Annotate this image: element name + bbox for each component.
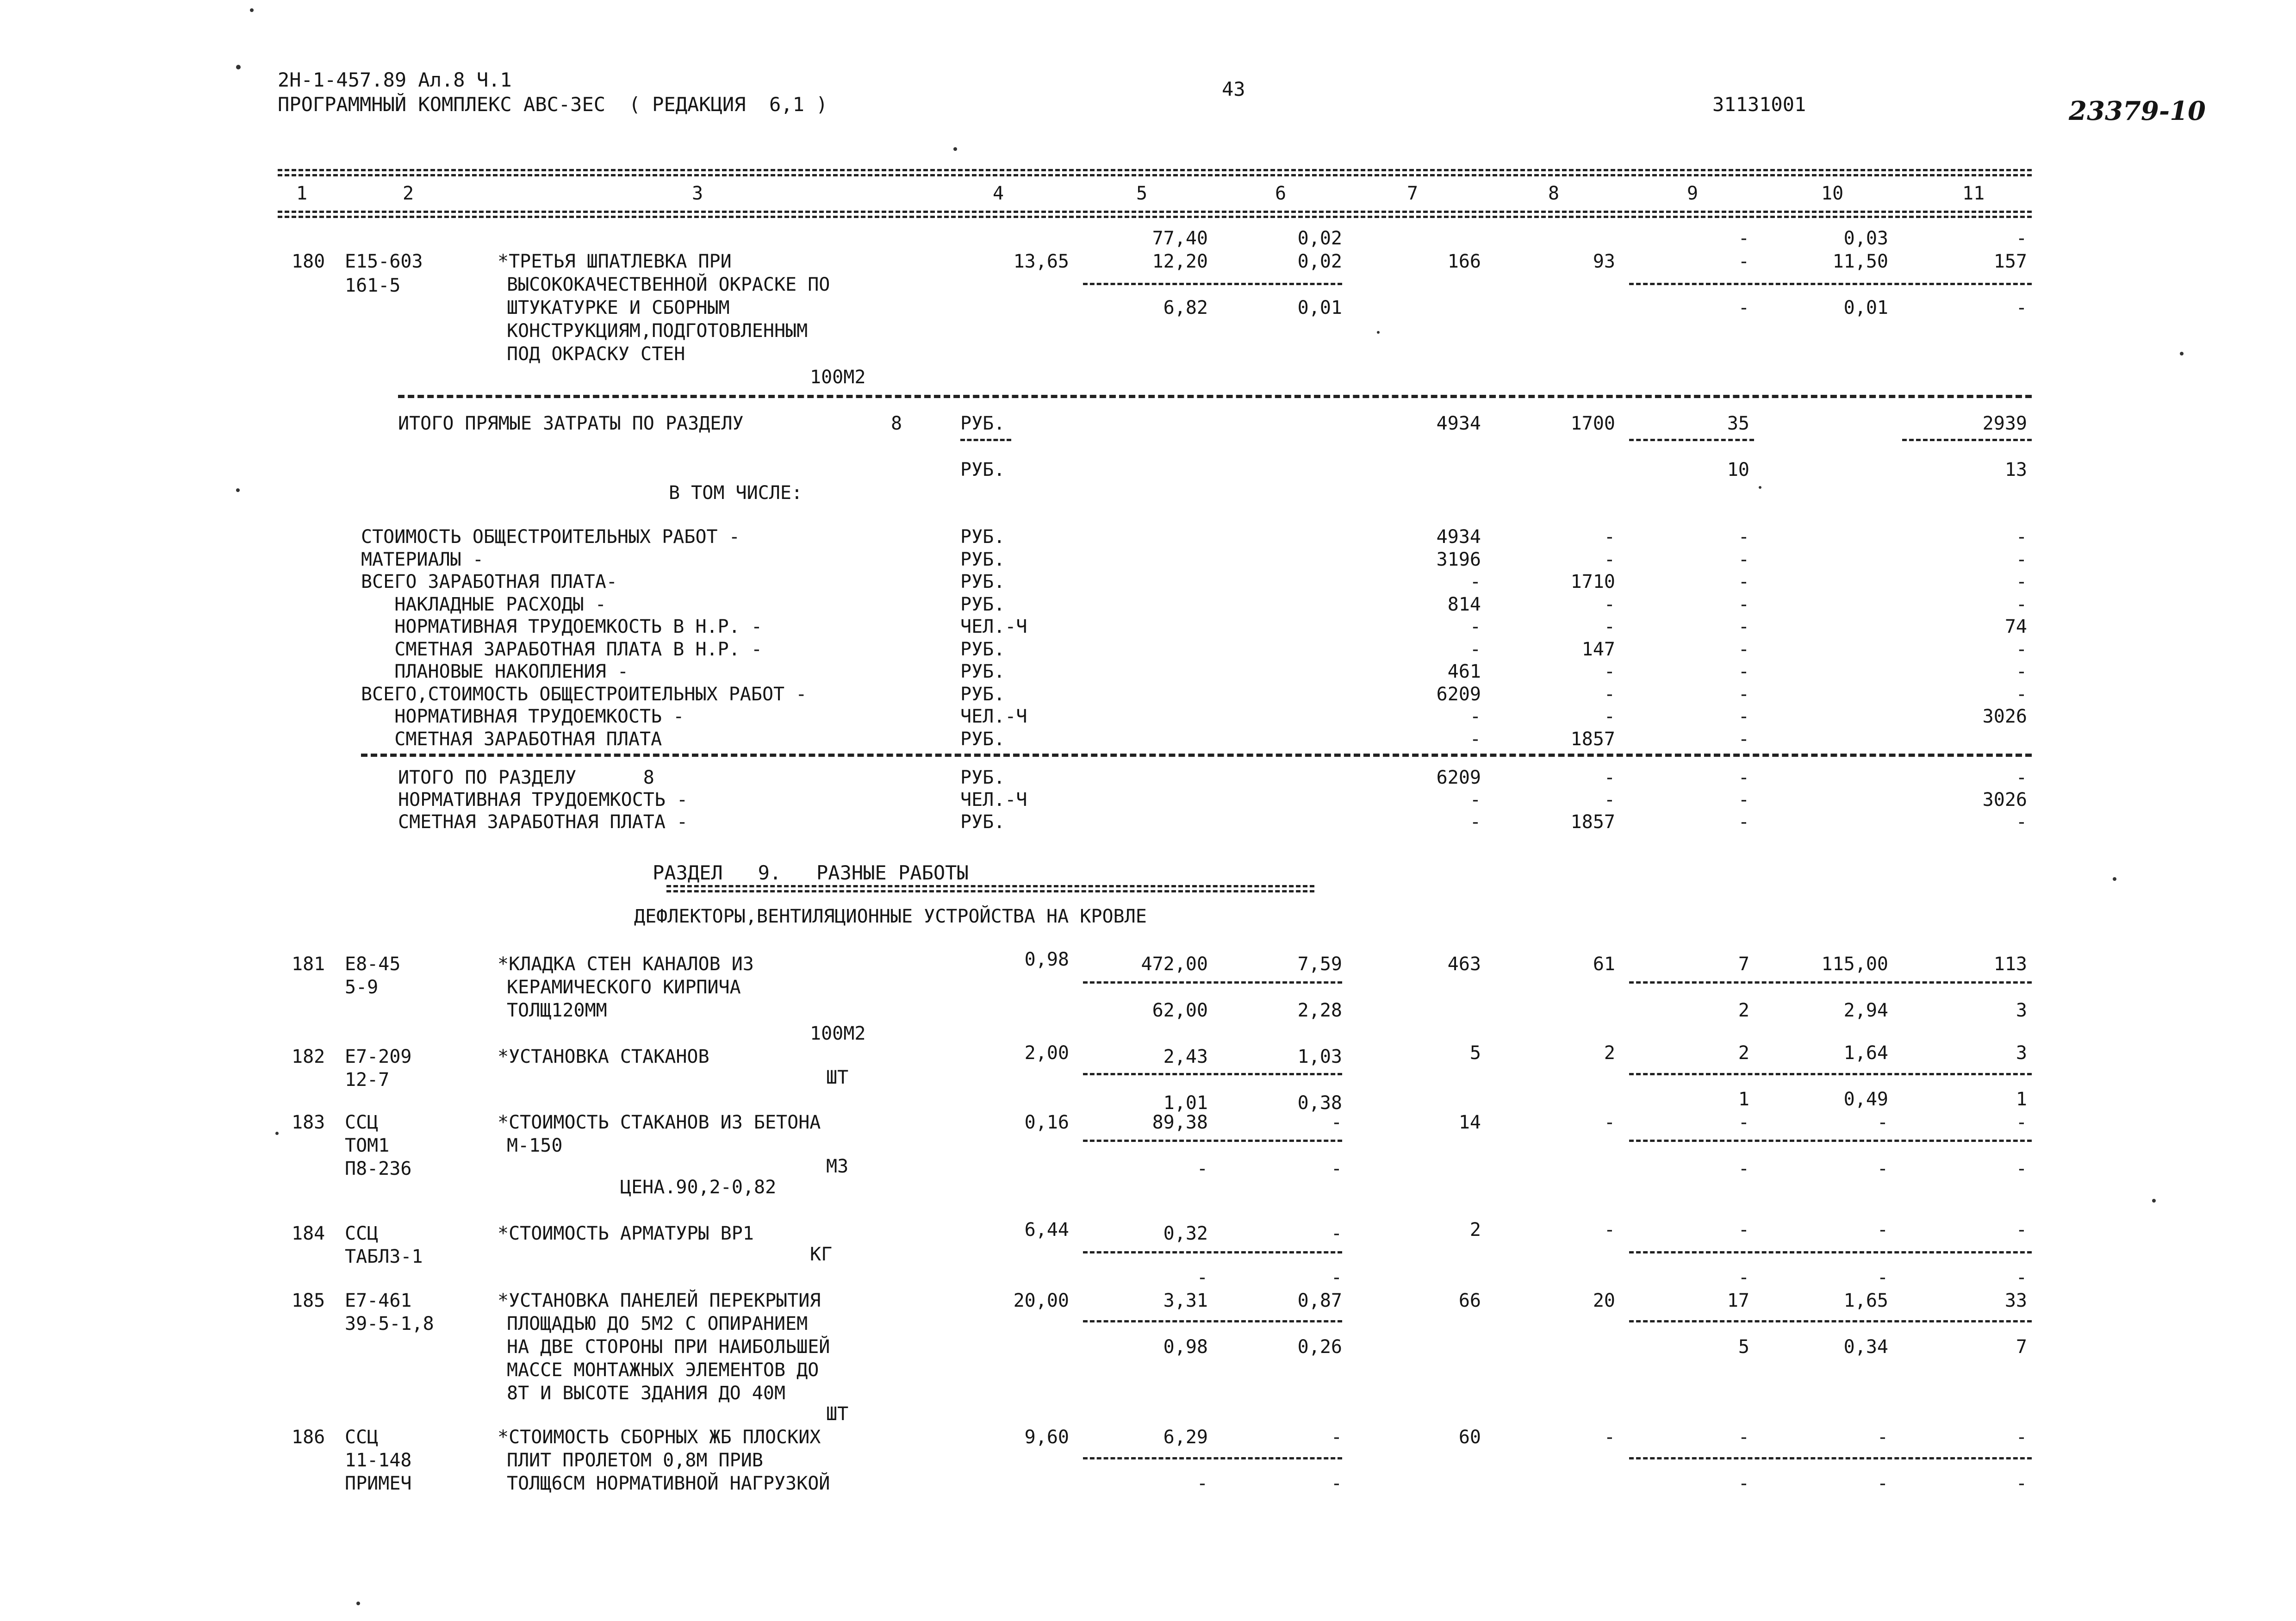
unit-cost: 89,38	[1152, 1112, 1208, 1133]
unit: ЧЕЛ.-Ч	[960, 789, 1027, 810]
total-cost: -	[1469, 789, 1481, 810]
scan-speck	[236, 65, 241, 69]
labor-hours: -	[1877, 1473, 1888, 1494]
total-wage: 2	[1604, 1042, 1615, 1064]
rate-code-sub: ТАБЛ3-1	[345, 1246, 423, 1267]
unit-labor: 2,28	[1297, 1000, 1342, 1021]
column-number: 6	[1275, 183, 1287, 204]
work-description: *СТОИМОСТЬ СТАКАНОВ ИЗ БЕТОНА	[498, 1112, 821, 1133]
machine-cost: -	[1738, 683, 1749, 705]
unit-cost: -	[1196, 1473, 1208, 1494]
rate-code-sub: 5-9	[345, 977, 379, 998]
section-number: 8	[891, 413, 902, 434]
total-wage: 147	[1581, 638, 1615, 660]
unit: РУБ.	[960, 526, 1005, 548]
quantity: 20,00	[1013, 1290, 1069, 1311]
summary-label: НОРМАТИВНАЯ ТРУДОЕМКОСТЬ -	[361, 706, 684, 727]
labor-total: -	[2016, 767, 2027, 788]
program-title: ПРОГРАММНЫЙ КОМПЛЕКС АВС-3ЕС ( РЕДАКЦИЯ 6,1 )	[278, 93, 828, 116]
work-description: *УСТАНОВКА ПАНЕЛЕЙ ПЕРЕКРЫТИЯ	[498, 1290, 821, 1311]
header-rule-bottom	[278, 211, 2032, 218]
work-description: ШТУКАТУРКЕ И СБОРНЫМ	[507, 297, 730, 318]
rate-code: Е8-45	[345, 954, 401, 975]
total-wage: -	[1604, 526, 1615, 548]
subtotal-rule	[1083, 1457, 1342, 1459]
total-cost: 14	[1458, 1112, 1481, 1133]
total-wage: -	[1604, 593, 1615, 615]
summary-label: ИТОГО ПО РАЗДЕЛУ 8	[398, 767, 654, 788]
column-number: 5	[1136, 183, 1148, 204]
row-number: 184	[292, 1223, 325, 1244]
unit-cost: -	[1196, 1267, 1208, 1288]
work-description: *ТРЕТЬЯ ШПАТЛЕВКА ПРИ	[498, 251, 732, 272]
subtotal-rule	[1083, 1320, 1342, 1322]
unit-labor: -	[1331, 1473, 1342, 1494]
work-description: МАССЕ МОНТАЖНЫХ ЭЛЕМЕНТОВ ДО	[507, 1359, 819, 1381]
work-description: *КЛАДКА СТЕН КАНАЛОВ ИЗ	[498, 954, 754, 975]
unit: 100М2	[810, 367, 866, 388]
labor-total: 3	[2016, 1000, 2027, 1021]
unit-labor: 0,26	[1297, 1336, 1342, 1358]
total-wage: -	[1604, 1219, 1615, 1241]
document-code: 2Н-1-457.89 Ал.8 Ч.1	[278, 69, 512, 91]
work-description: М-150	[507, 1135, 563, 1156]
unit: ЧЕЛ.-Ч	[960, 616, 1027, 637]
labor-total: 3026	[1982, 706, 2027, 727]
subtotal-rule	[1083, 981, 1342, 984]
machine-cost: -	[1738, 638, 1749, 660]
scan-speck	[2113, 877, 2116, 881]
machine-cost: -	[1738, 767, 1749, 788]
labor-hours: -	[1877, 1219, 1888, 1241]
total-wage: -	[1604, 683, 1615, 705]
machine-cost: -	[1738, 728, 1749, 750]
unit-labor: -	[1331, 1158, 1342, 1179]
total-wage: -	[1604, 706, 1615, 727]
total-wage: -	[1604, 1427, 1615, 1448]
unit: РУБ.	[960, 811, 1005, 833]
rate-code-sub: 39-5-1,8	[345, 1313, 434, 1334]
rate-code-sub: 11-148	[345, 1450, 412, 1471]
total-cost: 463	[1447, 954, 1481, 975]
rate-code: ССЦ	[345, 1427, 379, 1448]
summary-label: НАКЛАДНЫЕ РАСХОДЫ -	[361, 593, 606, 615]
unit-labor: 0,38	[1297, 1092, 1342, 1114]
subtotal-rule	[1629, 1140, 2032, 1142]
summary-label: ПЛАНОВЫЕ НАКОПЛЕНИЯ -	[361, 661, 628, 682]
unit-cost: 6,82	[1163, 297, 1208, 318]
labor-total: -	[2016, 593, 2027, 615]
labor-total: -	[2016, 1267, 2027, 1288]
unit-cost: 0,32	[1163, 1223, 1208, 1244]
machine-wage: 10	[1727, 459, 1749, 480]
machine-cost: -	[1738, 593, 1749, 615]
work-description: ПЛИТ ПРОЛЕТОМ 0,8М ПРИВ	[507, 1450, 763, 1471]
unit-cost: 6,29	[1163, 1427, 1208, 1448]
row-number: 181	[292, 954, 325, 975]
scan-speck	[250, 8, 254, 12]
column-number: 2	[403, 183, 414, 204]
work-description: *СТОИМОСТЬ АРМАТУРЫ ВР1	[498, 1223, 754, 1244]
including-label: В ТОМ ЧИСЛЕ:	[669, 482, 803, 504]
unit: КГ	[810, 1244, 833, 1265]
work-description: КОНСТРУКЦИЯМ,ПОДГОТОВЛЕННЫМ	[507, 320, 808, 342]
scan-speck	[275, 1132, 279, 1135]
labor-hours: 0,49	[1843, 1089, 1888, 1110]
rate-code-sub: П8-236	[345, 1158, 412, 1179]
unit-cost: 1,01	[1163, 1092, 1208, 1114]
total-wage: 1857	[1570, 811, 1615, 833]
scan-speck	[2180, 352, 2184, 355]
summary-label: СМЕТНАЯ ЗАРАБОТНАЯ ПЛАТА	[361, 728, 662, 750]
work-description: 8Т И ВЫСОТЕ ЗДАНИЯ ДО 40М	[507, 1383, 786, 1404]
unit: РУБ.	[960, 683, 1005, 705]
machine-cost: 2	[1738, 1042, 1749, 1064]
unit-labor: -	[1331, 1427, 1342, 1448]
labor-total: 157	[1993, 251, 2027, 272]
total-label: ИТОГО ПРЯМЫЕ ЗАТРАТЫ ПО РАЗДЕЛУ	[398, 413, 744, 434]
subtotal-rule	[1902, 439, 2032, 441]
labor-total: 13	[2004, 459, 2027, 480]
labor-total: 7	[2016, 1336, 2027, 1358]
machine-cost: -	[1738, 661, 1749, 682]
machine-cost: 35	[1727, 413, 1749, 434]
rate-code: Е7-461	[345, 1290, 412, 1311]
row-number: 185	[292, 1290, 325, 1311]
subtotal-rule	[1629, 283, 2032, 285]
machine-cost: 1	[1738, 1089, 1749, 1110]
labor-total: -	[2016, 1219, 2027, 1241]
subtotal-rule	[1629, 981, 2032, 984]
unit: РУБ.	[960, 767, 1005, 788]
price-note: ЦЕНА.90,2-0,82	[620, 1177, 777, 1198]
quantity: 0,16	[1024, 1112, 1069, 1133]
total-wage: -	[1604, 1112, 1615, 1133]
section-title: РАЗДЕЛ 9. РАЗНЫЕ РАБОТЫ	[653, 861, 969, 884]
title-underline	[666, 885, 1314, 892]
summary-label: ВСЕГО ЗАРАБОТНАЯ ПЛАТА-	[361, 571, 617, 592]
column-number: 8	[1548, 183, 1560, 204]
labor-hours: 1,64	[1843, 1042, 1888, 1064]
rate-code: Е15-603	[345, 251, 423, 272]
work-description: ТОЛЩ120ММ	[507, 1000, 607, 1021]
unit-labor: -	[1331, 1267, 1342, 1288]
unit-cost: -	[1196, 1158, 1208, 1179]
labor-total: -	[2016, 683, 2027, 705]
machine-cost: -	[1738, 706, 1749, 727]
labor-total: 33	[2004, 1290, 2027, 1311]
machine-cost: -	[1738, 616, 1749, 637]
summary-label: МАТЕРИАЛЫ -	[361, 549, 484, 570]
labor-total: -	[2016, 297, 2027, 318]
unit-labor: 0,87	[1297, 1290, 1342, 1311]
labor-hours: 2,94	[1843, 1000, 1888, 1021]
total-wage: 61	[1593, 954, 1615, 975]
total-cost: 166	[1447, 251, 1481, 272]
row-number: 182	[292, 1046, 325, 1067]
scan-speck	[953, 147, 957, 151]
work-description: ПОД ОКРАСКУ СТЕН	[507, 343, 685, 365]
subtotal-rule	[1083, 1073, 1342, 1075]
unit: РУБ.	[960, 459, 1005, 480]
total-cost: 60	[1458, 1427, 1481, 1448]
machine-cost: -	[1738, 526, 1749, 548]
total-cost: 2	[1469, 1219, 1481, 1241]
total-cost: 66	[1458, 1290, 1481, 1311]
total-cost: 3196	[1436, 549, 1481, 570]
work-description: *УСТАНОВКА СТАКАНОВ	[498, 1046, 709, 1067]
column-number: 10	[1821, 183, 1844, 204]
total-cost: 6209	[1436, 767, 1481, 788]
subtotal-rule	[1629, 1457, 2032, 1459]
row-number: 183	[292, 1112, 325, 1133]
unit-labor: 7,59	[1297, 954, 1342, 975]
machine-cost: -	[1738, 811, 1749, 833]
rate-code: Е7-209	[345, 1046, 412, 1067]
rate-code-sub: ТОМ1	[345, 1135, 390, 1156]
total-wage: -	[1604, 549, 1615, 570]
total-cost: 814	[1447, 593, 1481, 615]
unit: РУБ.	[960, 661, 1005, 682]
unit-labor: 0,01	[1297, 297, 1342, 318]
labor-hours: 115,00	[1821, 954, 1888, 975]
machine-cost: -	[1738, 571, 1749, 592]
summary-label: СМЕТНАЯ ЗАРАБОТНАЯ ПЛАТА -	[398, 811, 688, 833]
quantity: 13,65	[1013, 251, 1069, 272]
column-number: 4	[993, 183, 1004, 204]
unit: РУБ.	[960, 571, 1005, 592]
unit-cost: 62,00	[1152, 1000, 1208, 1021]
work-description: ТОЛЩ6СМ НОРМАТИВНОЙ НАГРУЗКОЙ	[507, 1473, 830, 1494]
column-number: 9	[1687, 183, 1699, 204]
total-cost: -	[1469, 728, 1481, 750]
scan-speck	[356, 1602, 360, 1605]
row-number: 186	[292, 1427, 325, 1448]
machine-cost: -	[1738, 1473, 1749, 1494]
unit: РУБ.	[960, 593, 1005, 615]
machine-cost: 5	[1738, 1336, 1749, 1358]
machine-cost: 2	[1738, 1000, 1749, 1021]
subtotal-rule	[1629, 1251, 2032, 1253]
section-subtitle: ДЕФЛЕКТОРЫ,ВЕНТИЛЯЦИОННЫЕ УСТРОЙСТВА НА КРОВЛЕ	[634, 906, 1147, 927]
total-wage: 1700	[1570, 413, 1615, 434]
unit: РУБ.	[960, 638, 1005, 660]
column-number: 11	[1962, 183, 1985, 204]
labor-total: 1	[2016, 1089, 2027, 1110]
machine-cost: -	[1738, 1112, 1749, 1133]
total-cost: 4934	[1436, 413, 1481, 434]
quantity: 2,00	[1024, 1042, 1069, 1064]
subtotal-rule	[1629, 439, 1754, 441]
unit: РУБ.	[960, 413, 1005, 434]
unit-labor: 0,02	[1297, 228, 1342, 249]
labor-hours: -	[1877, 1112, 1888, 1133]
labor-total: 2939	[1982, 413, 2027, 434]
labor-total: -	[2016, 638, 2027, 660]
total-cost: -	[1469, 706, 1481, 727]
work-description: ПЛОЩАДЬЮ ДО 5М2 С ОПИРАНИЕМ	[507, 1313, 808, 1334]
labor-total: -	[2016, 526, 2027, 548]
machine-cost: 7	[1738, 954, 1749, 975]
labor-hours: 1,65	[1843, 1290, 1888, 1311]
labor-total: 74	[2004, 616, 2027, 637]
labor-total: -	[2016, 1112, 2027, 1133]
labor-total: 3	[2016, 1042, 2027, 1064]
document-id: 31131001	[1712, 93, 1806, 116]
subtotal-rule	[1083, 1140, 1342, 1142]
summary-label: ВСЕГО,СТОИМОСТЬ ОБЩЕСТРОИТЕЛЬНЫХ РАБОТ -	[361, 683, 807, 705]
rate-code-sub: 12-7	[345, 1069, 390, 1091]
labor-hours: -	[1877, 1427, 1888, 1448]
labor-total: -	[2016, 1158, 2027, 1179]
summary-label: НОРМАТИВНАЯ ТРУДОЕМКОСТЬ -	[398, 789, 688, 810]
total-wage: 93	[1593, 251, 1615, 272]
unit-labor: 0,02	[1297, 251, 1342, 272]
archive-stamp: 23379-10	[2069, 96, 2206, 126]
total-wage: 20	[1593, 1290, 1615, 1311]
labor-total: -	[2016, 1427, 2027, 1448]
labor-hours: -	[1877, 1158, 1888, 1179]
total-cost: -	[1469, 638, 1481, 660]
unit-cost: 77,40	[1152, 228, 1208, 249]
summary-label: СМЕТНАЯ ЗАРАБОТНАЯ ПЛАТА В Н.Р. -	[361, 638, 762, 660]
total-wage: -	[1604, 616, 1615, 637]
work-description: НА ДВЕ СТОРОНЫ ПРИ НАИБОЛЬШЕЙ	[507, 1336, 830, 1358]
unit: РУБ.	[960, 549, 1005, 570]
labor-total: -	[2016, 549, 2027, 570]
total-cost: -	[1469, 616, 1481, 637]
machine-cost: 17	[1727, 1290, 1749, 1311]
unit-labor: 1,03	[1297, 1046, 1342, 1067]
labor-hours: 0,03	[1843, 228, 1888, 249]
quantity: 6,44	[1024, 1219, 1069, 1241]
unit-rule	[960, 439, 1011, 441]
summary-label: НОРМАТИВНАЯ ТРУДОЕМКОСТЬ В Н.Р. -	[361, 616, 762, 637]
unit-labor: -	[1331, 1112, 1342, 1133]
section-rule	[361, 754, 2032, 757]
labor-total: -	[2016, 811, 2027, 833]
machine-cost: -	[1738, 549, 1749, 570]
machine-cost: -	[1738, 1267, 1749, 1288]
total-wage: -	[1604, 767, 1615, 788]
labor-hours: 0,34	[1843, 1336, 1888, 1358]
scan-speck	[1759, 486, 1761, 489]
rate-code-sub: ПРИМЕЧ	[345, 1473, 412, 1494]
machine-cost: -	[1738, 228, 1749, 249]
unit-cost: 0,98	[1163, 1336, 1208, 1358]
machine-cost: -	[1738, 251, 1749, 272]
labor-total: -	[2016, 571, 2027, 592]
quantity: 9,60	[1024, 1427, 1069, 1448]
rate-code: ССЦ	[345, 1112, 379, 1133]
total-wage: 1857	[1570, 728, 1615, 750]
column-number: 7	[1407, 183, 1419, 204]
labor-total: 3026	[1982, 789, 2027, 810]
machine-cost: -	[1738, 1158, 1749, 1179]
total-cost: 6209	[1436, 683, 1481, 705]
machine-cost: -	[1738, 1219, 1749, 1241]
total-cost: -	[1469, 571, 1481, 592]
quantity: 0,98	[1024, 949, 1069, 970]
rate-code: ССЦ	[345, 1223, 379, 1244]
rate-code-sub: 161-5	[345, 275, 401, 296]
total-wage: 1710	[1570, 571, 1615, 592]
labor-total: 113	[1993, 954, 2027, 975]
total-wage: -	[1604, 661, 1615, 682]
total-cost: 5	[1469, 1042, 1481, 1064]
summary-label: СТОИМОСТЬ ОБЩЕСТРОИТЕЛЬНЫХ РАБОТ -	[361, 526, 740, 548]
work-description: *СТОИМОСТЬ СБОРНЫХ ЖБ ПЛОСКИХ	[498, 1427, 821, 1448]
total-cost: 461	[1447, 661, 1481, 682]
labor-hours: 11,50	[1832, 251, 1888, 272]
column-number: 3	[692, 183, 703, 204]
labor-total: -	[2016, 228, 2027, 249]
unit: ШТ	[826, 1403, 849, 1425]
labor-hours: 0,01	[1843, 297, 1888, 318]
unit-cost: 472,00	[1141, 954, 1208, 975]
unit: 100М2	[810, 1023, 866, 1044]
labor-total: -	[2016, 1473, 2027, 1494]
labor-total: -	[2016, 661, 2027, 682]
work-description: КЕРАМИЧЕСКОГО КИРПИЧА	[507, 977, 741, 998]
unit: ШТ	[826, 1067, 849, 1088]
work-description: ВЫСОКОКАЧЕСТВЕННОЙ ОКРАСКЕ ПО	[507, 274, 830, 295]
scan-speck	[2152, 1199, 2156, 1203]
unit: ЧЕЛ.-Ч	[960, 706, 1027, 727]
header-rule	[278, 169, 2032, 176]
row-number: 180	[292, 251, 325, 272]
subtotal-rule	[1629, 1073, 2032, 1075]
subtotal-rule	[1083, 1251, 1342, 1253]
unit: М3	[826, 1156, 849, 1177]
total-cost: -	[1469, 811, 1481, 833]
scan-speck	[236, 488, 240, 492]
unit-cost: 3,31	[1163, 1290, 1208, 1311]
unit-cost: 12,20	[1152, 251, 1208, 272]
subtotal-rule	[1083, 283, 1342, 285]
machine-cost: -	[1738, 297, 1749, 318]
labor-hours: -	[1877, 1267, 1888, 1288]
machine-cost: -	[1738, 1427, 1749, 1448]
section-rule	[398, 395, 2032, 398]
total-wage: -	[1604, 789, 1615, 810]
unit: РУБ.	[960, 728, 1005, 750]
subtotal-rule	[1629, 1320, 2032, 1322]
column-number: 1	[296, 183, 308, 204]
total-cost: 4934	[1436, 526, 1481, 548]
machine-cost: -	[1738, 789, 1749, 810]
scan-speck	[1377, 331, 1380, 334]
unit-cost: 2,43	[1163, 1046, 1208, 1067]
page-number: 43	[1222, 78, 1245, 100]
unit-labor: -	[1331, 1223, 1342, 1244]
